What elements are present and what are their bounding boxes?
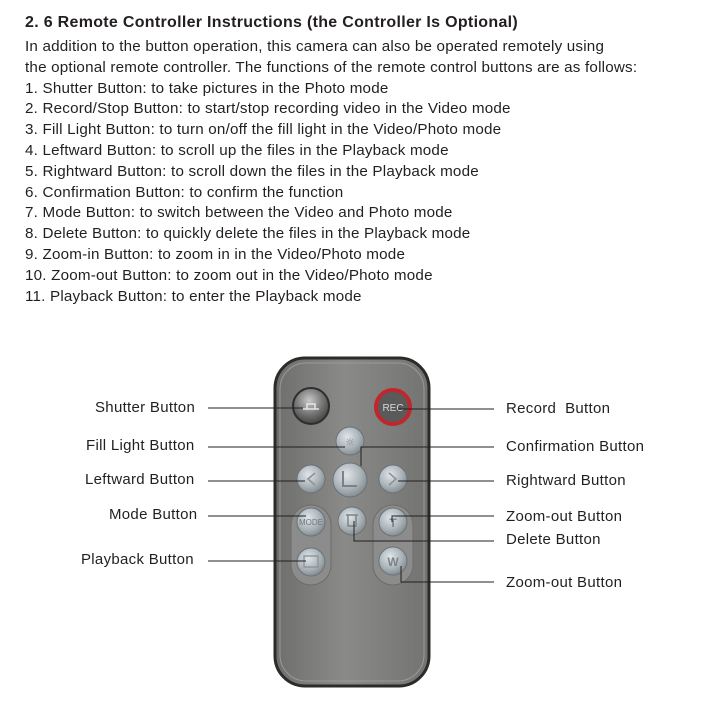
shutter-button[interactable] — [293, 388, 329, 424]
svg-text:☼: ☼ — [345, 436, 355, 449]
record-glyph: REC — [382, 403, 404, 414]
intro-line: In addition to the button operation, this camera can also be operated remotely using — [25, 38, 605, 55]
list-item: 5. Rightward Button: to scroll down the files in the Playback mode — [25, 162, 479, 180]
label-record-button: Record Button — [506, 400, 611, 417]
label-rightward-button: Rightward Button — [506, 472, 626, 489]
rightward-button[interactable] — [379, 465, 407, 493]
section-title: Remote Controller Instructions (the Controller Is Optional) — [57, 14, 519, 31]
zoom-t-glyph: T — [389, 516, 397, 530]
mode-glyph: MODE — [299, 518, 323, 527]
label-confirmation-button: Confirmation Button — [506, 438, 645, 455]
confirmation-button[interactable] — [333, 463, 367, 497]
record-button[interactable] — [376, 390, 410, 424]
list-item: 6. Confirmation Button: to confirm the function — [25, 183, 344, 201]
delete-button[interactable] — [338, 507, 366, 535]
list-item: 11. Playback Button: to enter the Playback mode — [25, 287, 362, 305]
label-shutter-button: Shutter Button — [95, 399, 196, 416]
list-item: 3. Fill Light Button: to turn on/off the fill light in the Video/Photo mode — [25, 121, 502, 139]
list-item: 8. Delete Button: to quickly delete the files in the Playback mode — [25, 225, 471, 243]
label-zoom-out-button-w: Zoom-out Button — [506, 574, 623, 591]
label-zoom-out-button-t: Zoom-out Button — [506, 508, 623, 525]
list-item: 1. Shutter Button: to take pictures in the Photo mode — [25, 79, 389, 97]
list-item: 10. Zoom-out Button: to zoom out in the Video/Photo mode — [25, 266, 433, 284]
list-item: 7. Mode Button: to switch between the Video and Photo mode — [25, 204, 453, 222]
fill-light-button[interactable] — [336, 427, 364, 455]
mode-button[interactable] — [297, 508, 325, 536]
section-number: 2. 6 — [25, 14, 53, 31]
playback-button[interactable] — [297, 548, 325, 576]
list-item: 4. Leftward Button: to scroll up the files in the Playback mode — [25, 141, 449, 159]
list-item: 2. Record/Stop Button: to start/stop recording video in the Video mode — [25, 100, 511, 118]
zoom-in-button[interactable] — [379, 508, 407, 536]
list-item: 9. Zoom-in Button: to zoom in in the Video/Photo mode — [25, 245, 406, 263]
zoom-out-button[interactable] — [379, 547, 407, 575]
zoom-w-glyph: W — [387, 555, 399, 569]
intro-line: the optional remote controller. The functions of the remote control buttons are as follows: — [25, 58, 638, 76]
label-delete-button: Delete Button — [506, 531, 601, 548]
leftward-button[interactable] — [297, 465, 325, 493]
label-playback-button: Playback Button — [81, 551, 194, 568]
label-leftward-button: Leftward Button — [85, 471, 195, 488]
label-fill-light-button: Fill Light Button — [86, 437, 195, 454]
label-mode-button: Mode Button — [109, 506, 198, 523]
